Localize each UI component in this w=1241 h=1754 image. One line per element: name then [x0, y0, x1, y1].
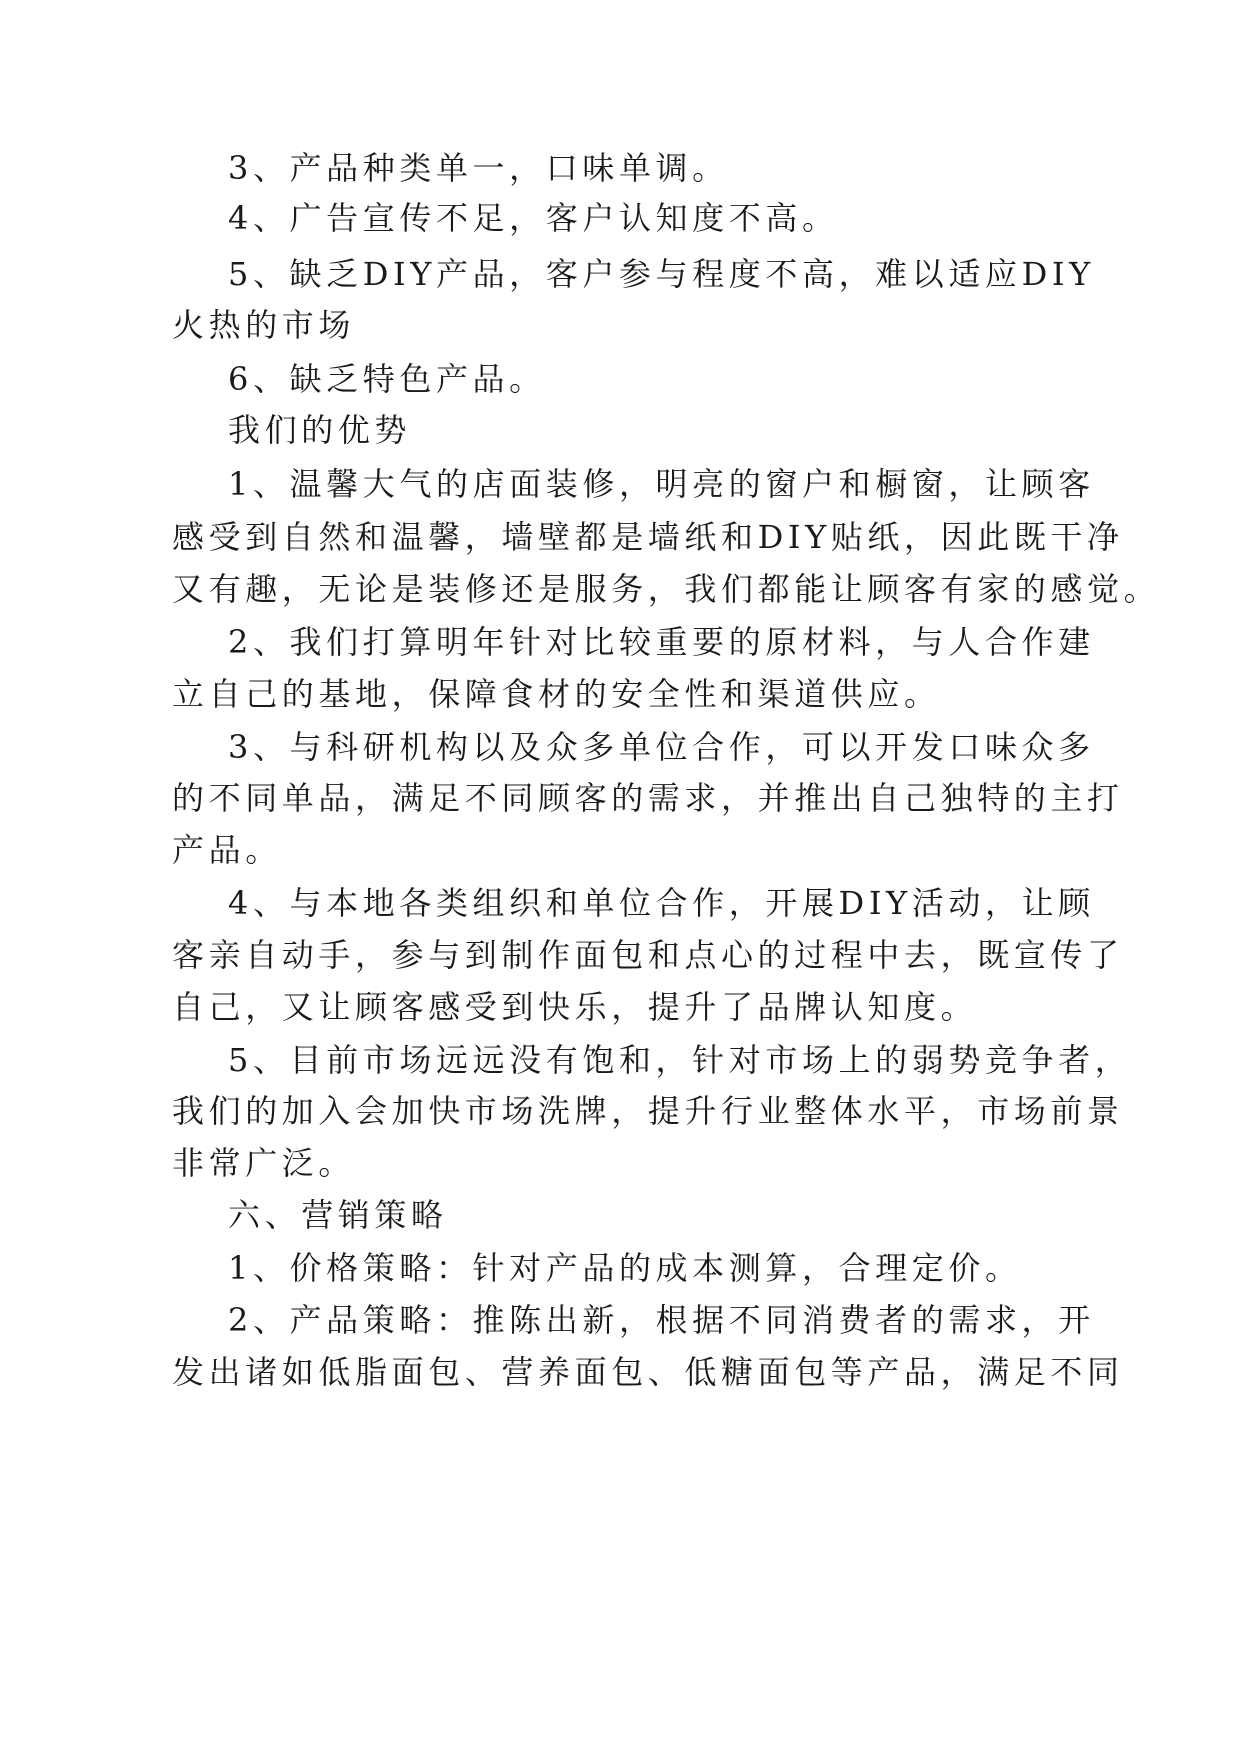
- text-line: 非常广泛。: [172, 1144, 356, 1182]
- text-line: 火热的市场: [172, 306, 356, 344]
- section-heading: 我们的优势: [228, 411, 412, 449]
- text-line: 5、缺乏DIY产品，客户参与程度不高，难以适应DIY: [228, 255, 1095, 293]
- text-line: 3、产品种类单一，口味单调。: [228, 149, 729, 187]
- text-line: 我们的加入会加快市场洗牌，提升行业整体水平，市场前景: [172, 1092, 1124, 1130]
- text-line: 1、价格策略：针对产品的成本测算，合理定价。: [228, 1249, 1022, 1287]
- text-line: 产品。: [172, 831, 282, 869]
- text-line: 2、我们打算明年针对比较重要的原材料，与人合作建: [228, 623, 1095, 661]
- text-line: 发出诸如低脂面包、营养面包、低糖面包等产品，满足不同: [172, 1353, 1124, 1391]
- text-line: 4、与本地各类组织和单位合作，开展DIY活动，让顾: [228, 884, 1095, 922]
- text-line: 4、广告宣传不足，客户认知度不高。: [228, 199, 839, 237]
- text-line: 2、产品策略：推陈出新，根据不同消费者的需求，开: [228, 1301, 1095, 1339]
- section-heading: 六、营销策略: [228, 1196, 448, 1234]
- text-line: 5、目前市场远远没有饱和，针对市场上的弱势竞争者，: [228, 1041, 1132, 1079]
- text-line: 感受到自然和温馨，墙壁都是墙纸和DIY贴纸，因此既干净: [172, 518, 1124, 556]
- text-line: 3、与科研机构以及众多单位合作，可以开发口味众多: [228, 728, 1095, 766]
- text-line: 客亲自动手，参与到制作面包和点心的过程中去，既宣传了: [172, 936, 1124, 974]
- text-line: 6、缺乏特色产品。: [228, 360, 546, 398]
- text-line: 的不同单品，满足不同顾客的需求，并推出自己独特的主打: [172, 779, 1124, 817]
- text-line: 自己，又让顾客感受到快乐，提升了品牌认知度。: [172, 988, 978, 1026]
- text-line: 立自己的基地，保障食材的安全性和渠道供应。: [172, 675, 941, 713]
- text-line: 1、温馨大气的店面装修，明亮的窗户和橱窗，让顾客: [228, 465, 1095, 503]
- text-line: 又有趣，无论是装修还是服务，我们都能让顾客有家的感觉。: [172, 570, 1161, 608]
